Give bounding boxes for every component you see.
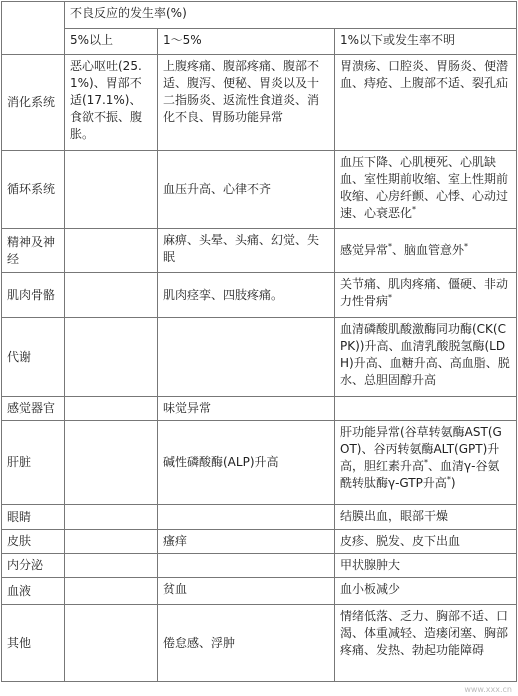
cell-1pct-below: 结膜出血，眼部干燥 xyxy=(335,505,517,530)
cell-5pct xyxy=(65,229,158,273)
table-title: 不良反应的发生率(%) xyxy=(65,2,517,29)
cell-1-5pct xyxy=(158,505,335,530)
table-row xyxy=(2,318,517,397)
table-row xyxy=(2,397,517,421)
cell-5pct xyxy=(65,273,158,318)
cell-1-5pct: 麻痹、头晕、头痛、幻觉、失眠 xyxy=(158,229,335,273)
cell-1-5pct: 上腹疼痛、腹部疼痛、腹部不适、腹泻、便秘、胃炎以及十二指肠炎、返流性食道炎、消化不良、胃肠功能异常 xyxy=(158,55,335,151)
cell-1pct-below: 甲状腺肿大 xyxy=(335,554,517,578)
category-cell: 内分泌 xyxy=(2,554,65,578)
cell-5pct xyxy=(65,505,158,530)
category-cell: 精神及神经 xyxy=(2,229,65,273)
table-row xyxy=(2,530,517,554)
category-cell: 眼睛 xyxy=(2,505,65,530)
cell-5pct xyxy=(65,397,158,421)
cell-5pct xyxy=(65,151,158,229)
table-row xyxy=(2,55,517,151)
table-row xyxy=(2,505,517,530)
table-row xyxy=(2,273,517,318)
category-cell: 肝脏 xyxy=(2,421,65,505)
watermark: www.xxx.cn xyxy=(464,685,512,694)
cell-1pct-below: 情绪低落、乏力、胸部不适、口渴、体重减轻、造瘘闭塞、胸部疼痛、发热、勃起功能障碍 xyxy=(335,605,517,682)
category-cell: 循环系统 xyxy=(2,151,65,229)
category-cell: 代谢 xyxy=(2,318,65,397)
table-row xyxy=(2,605,517,682)
cell-1-5pct: 贫血 xyxy=(158,578,335,605)
cell-5pct: 恶心呕吐(25.1%)、胃部不适(17.1%)、食欲不振、腹胀。 xyxy=(65,55,158,151)
category-cell: 肌肉骨骼 xyxy=(2,273,65,318)
cell-1-5pct: 倦怠感、浮肿 xyxy=(158,605,335,682)
category-cell: 血液 xyxy=(2,578,65,605)
category-cell: 感觉器官 xyxy=(2,397,65,421)
cell-5pct xyxy=(65,605,158,682)
cell-1-5pct: 瘙痒 xyxy=(158,530,335,554)
cell-5pct xyxy=(65,530,158,554)
cell-1pct-below: 胃溃疡、口腔炎、胃肠炎、便潜血、痔疮、上腹部不适、裂孔疝 xyxy=(335,55,517,151)
col-header-1-5pct: 1～5% xyxy=(158,29,335,55)
corner-cell xyxy=(2,2,65,55)
cell-1pct-below: 感觉异常*、脑血管意外* xyxy=(335,229,517,273)
adverse-reaction-table xyxy=(1,1,517,682)
cell-1pct-below: 血清磷酸肌酸激酶同功酶(CK(CPK))升高、血清乳酸脱氢酶(LDH)升高、血糖升高、高血脂、脱水、总胆固醇升高 xyxy=(335,318,517,397)
cell-1pct-below: 肝功能异常(谷草转氨酶AST(GOT)、谷丙转氨酶ALT(GPT)升高，胆红素升高*、血清γ-谷氨酰转肽酶γ-GTP升高*) xyxy=(335,421,517,505)
table-row xyxy=(2,421,517,505)
cell-1-5pct: 肌肉痉挛、四肢疼痛。 xyxy=(158,273,335,318)
cell-1pct-below: 皮疹、脱发、皮下出血 xyxy=(335,530,517,554)
cell-1pct-below: 血压下降、心肌梗死、心肌缺血、室性期前收缩、室上性期前收缩、心房纤颤、心悸、心动过速、心衰恶化* xyxy=(335,151,517,229)
col-header-1pct-below: 1%以下或发生率不明 xyxy=(335,29,517,55)
cell-5pct xyxy=(65,318,158,397)
cell-1pct-below: 关节痛、肌肉疼痛、僵硬、非动力性骨病* xyxy=(335,273,517,318)
cell-5pct xyxy=(65,554,158,578)
col-header-5pct-plus: 5%以上 xyxy=(65,29,158,55)
cell-1-5pct: 碱性磷酸酶(ALP)升高 xyxy=(158,421,335,505)
category-cell: 消化系统 xyxy=(2,55,65,151)
cell-1-5pct xyxy=(158,318,335,397)
cell-1pct-below: 血小板减少 xyxy=(335,578,517,605)
table-row xyxy=(2,229,517,273)
cell-1-5pct: 血压升高、心律不齐 xyxy=(158,151,335,229)
cell-1-5pct: 味觉异常 xyxy=(158,397,335,421)
cell-1-5pct xyxy=(158,554,335,578)
table-row xyxy=(2,151,517,229)
table-row xyxy=(2,578,517,605)
table-row xyxy=(2,554,517,578)
cell-5pct xyxy=(65,578,158,605)
category-cell: 皮肤 xyxy=(2,530,65,554)
category-cell: 其他 xyxy=(2,605,65,682)
cell-5pct xyxy=(65,421,158,505)
cell-1pct-below xyxy=(335,397,517,421)
